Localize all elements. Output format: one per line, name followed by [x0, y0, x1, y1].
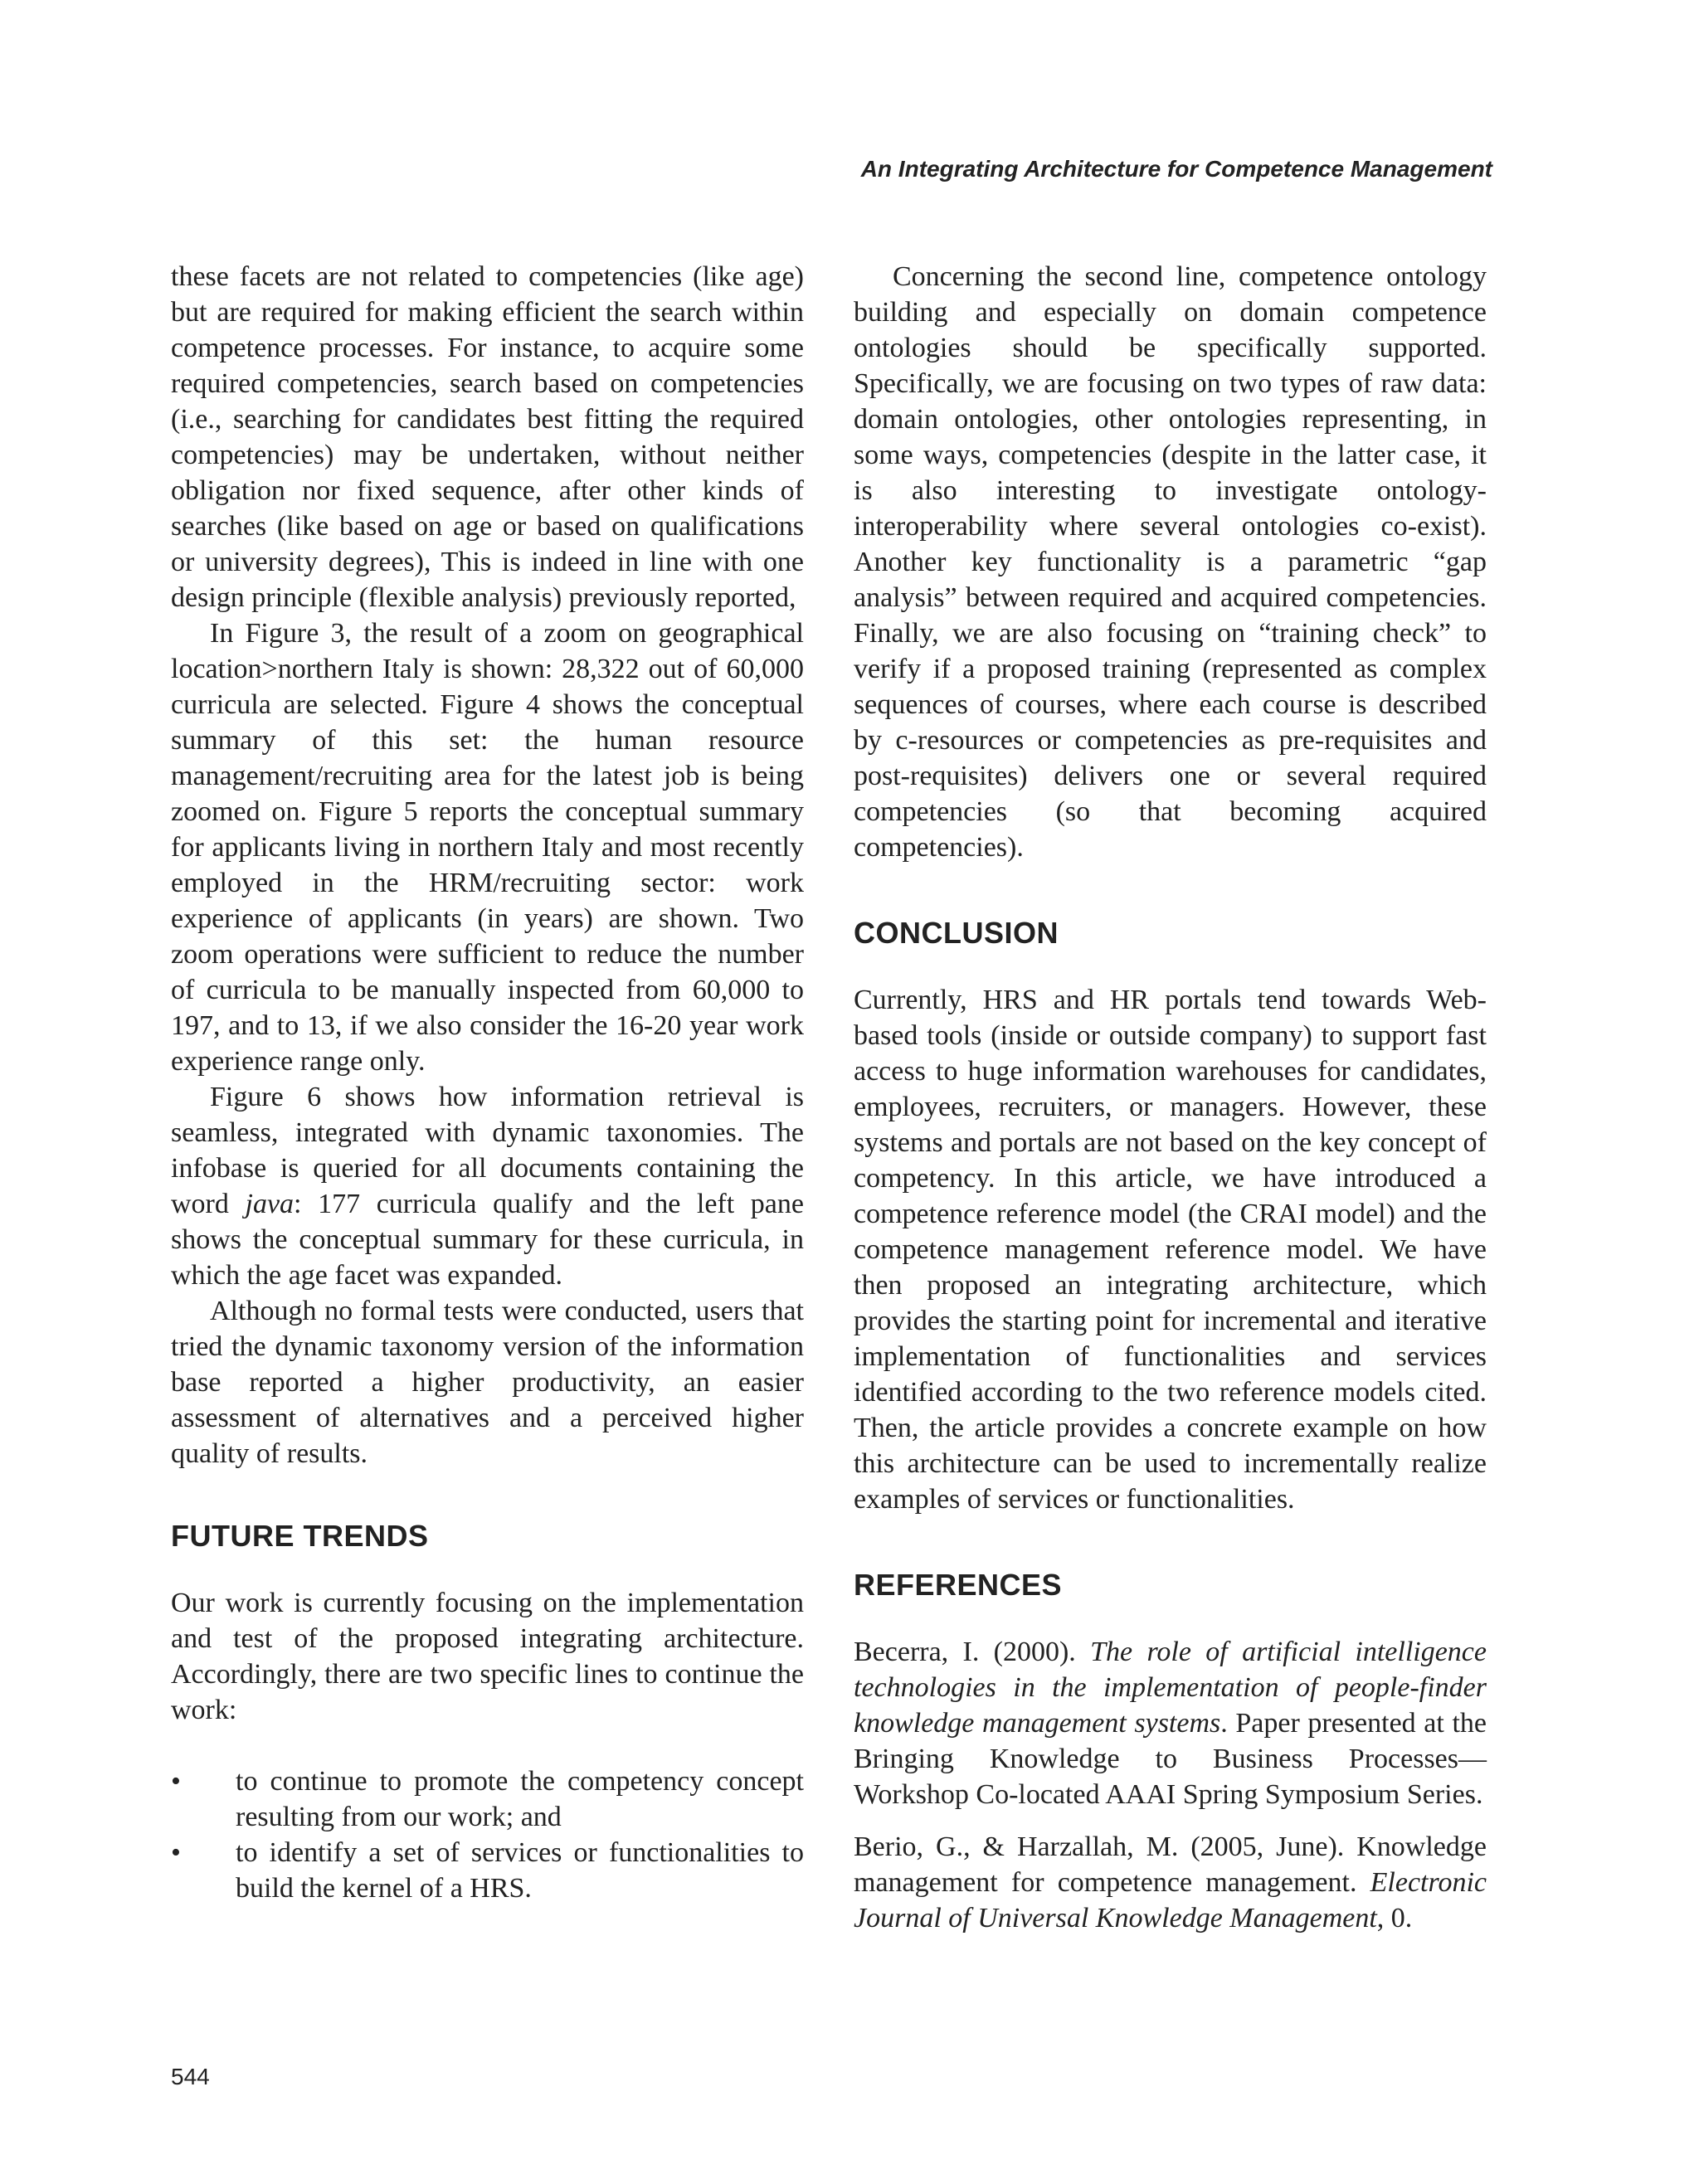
list-item-text: to continue to promote the competency concept resulting from our work; and — [236, 1766, 804, 1832]
list-item — [171, 1835, 804, 1906]
running-header-title: An Integrating Architecture for Competence Management — [860, 156, 1492, 182]
reference-berio-journal: Electronic Journal of Universal Knowledge Management — [854, 1867, 1487, 1933]
conclusion-paragraph: Currently, HRS and HR portals tend towards Web-based tools (inside or outside company) to support fast access to huge information warehouses for candidates, employees, recruiters, or managers. However, these systems and portals are not based on the key concept of competency. In this article, we have introduced a competence reference model (the CRAI model) and the competence management reference model. We have then proposed an integrating architecture, which provides the starting point for incremental and iterative implementation of functionalities and services identified according to the two reference models cited. Then, the article provides a concrete example on how this architecture can be used to incrementally realize examples of services or functionalities. — [854, 985, 1487, 1515]
paragraph-facets: these facets are not related to competencies (like age) but are required for making efficient the search within competence processes. For instance, to acquire some required competencies, search based on competencies (i.e., searching for candidates best fitting the required competencies) may be undertaken, without neither obligation nor fixed sequence, after other kinds of searches (like based on age or based on qualifications or university degrees), This is indeed in line with one design principle (flexible analysis) previously reported, — [171, 261, 804, 613]
reference-berio-authors: Berio, G., & Harzallah, M. (2005, June). Knowledge management for competence management. — [854, 1831, 1487, 1898]
paragraph-figure-3: In Figure 3, the result of a zoom on geographical location>northern Italy is shown: 28,322 out of 60,000 curricula are selected. Figure 4 shows the conceptual summary of this set: the human resource management/recruiting area for the latest job is being zoomed on. Figure 5 reports the conceptual summary for applicants living in northern Italy and most recently employed in the HRM/recruiting sector: work experience of applicants (in years) are shown. Two zoom operations were sufficient to reduce the number of curricula to be manually inspected from 60,000 to 197, and to 13, if we also consider the 16-20 year work experience range only. — [171, 618, 804, 1077]
paragraph-formal-tests: Although no formal tests were conducted, users that tried the dynamic taxonomy version of the information base reported a higher productivity, an easier assessment of alternatives and a perceived higher quality of results. — [171, 1296, 804, 1469]
reference-becerra-authors: Becerra, I. (2000). — [854, 1637, 1091, 1667]
paragraph-figure-6-java: java — [245, 1189, 295, 1219]
bullet-icon: • — [171, 1837, 181, 1868]
page-number: 544 — [171, 2064, 210, 2089]
left-column — [171, 259, 804, 1906]
future-trends-list — [171, 1763, 804, 1906]
paragraph-figure-6-text-a: Figure 6 shows how information retrieval is seamless, integrated with dynamic taxonomies. The infobase is queried for all documents containing the word — [171, 1082, 804, 1219]
list-item-text: to identify a set of services or functionalities to build the kernel of a HRS. — [236, 1837, 804, 1904]
reference-berio-rest: , 0. — [1376, 1903, 1413, 1933]
references-heading: REFERENCES — [854, 1568, 1063, 1602]
future-trends-paragraph: Our work is currently focusing on the implementation and test of the proposed integrating architecture. Accordingly, there are two specific lines to continue the work: — [171, 1588, 804, 1725]
conclusion-heading: CONCLUSION — [854, 916, 1059, 950]
bullet-icon: • — [171, 1766, 181, 1797]
reference-becerra — [854, 1634, 1487, 1812]
reference-becerra-title: The role of artificial intelligence technologies in the implementation of people-finder knowledge management systems — [854, 1637, 1487, 1739]
reference-becerra-rest: . Paper presented at the Bringing Knowledge to Business Processes—Workshop Co-located AAAI Spring Symposium Series. — [854, 1708, 1487, 1810]
paragraph-figure-6-text-b: : 177 curricula qualify and the left pane shows the conceptual summary for these curricula, in which the age facet was expanded. — [171, 1189, 804, 1291]
reference-berio — [854, 1829, 1487, 1936]
list-item — [171, 1763, 804, 1835]
future-trends-heading: FUTURE TRENDS — [171, 1519, 429, 1553]
right-column — [854, 259, 1487, 1936]
paragraph-second-line: Concerning the second line, competence ontology building and especially on domain competence ontologies should be specifically supported. Specifically, we are focusing on two types of raw data: domain ontologies, other ontologies representing, in some ways, competencies (despite in the latter case, it is also interesting to investigate ontology-interoperability where several ontologies co-exist). Another key functionality is a parametric “gap analysis” between required and acquired competencies. Finally, we are also focusing on “training check” to verify if a proposed training (represented as complex sequences of courses, where each course is described by c-resources or competencies as pre-requisites and post-requisites) delivers one or several required competencies (so that becoming acquired competencies). — [854, 261, 1487, 863]
paragraph-figure-6 — [171, 1079, 804, 1293]
